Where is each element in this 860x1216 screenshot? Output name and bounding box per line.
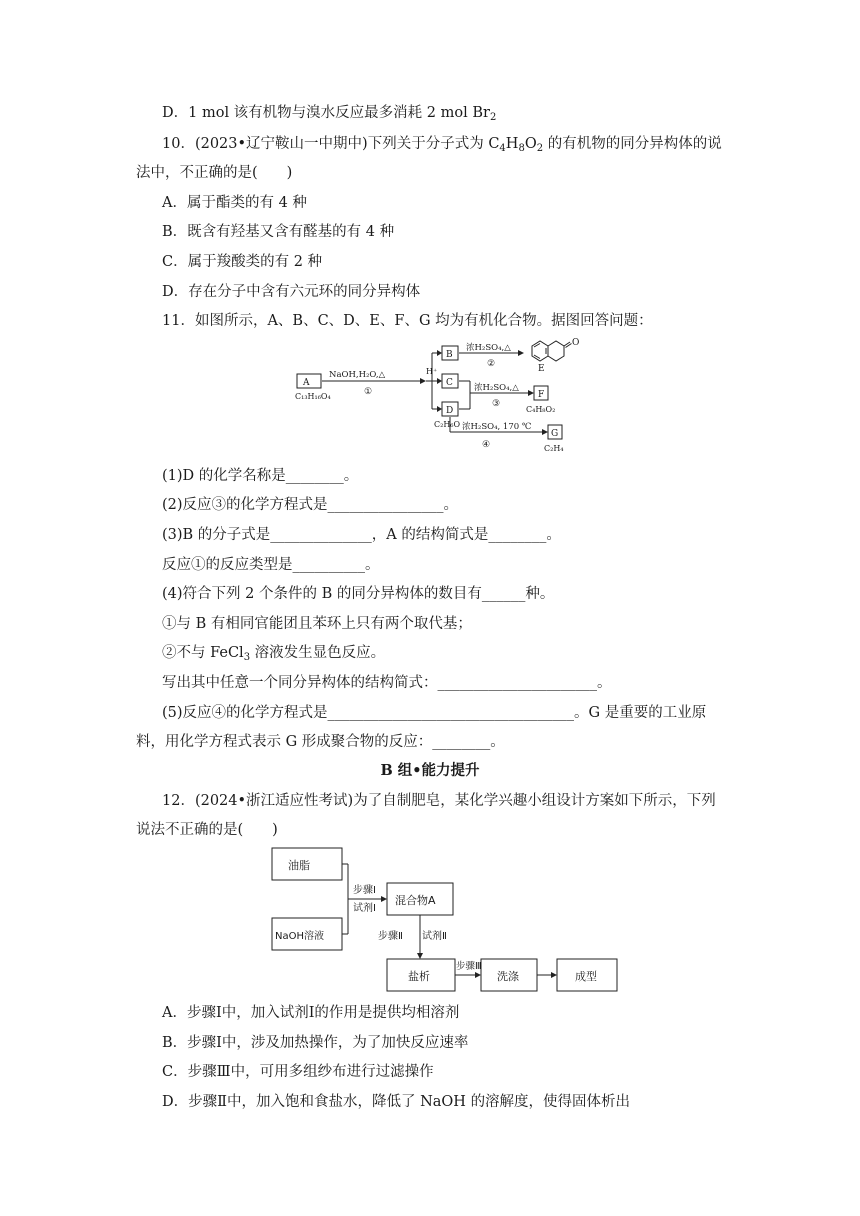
- label-step1: 步骤Ⅰ: [353, 885, 376, 896]
- formula-a: C₁₃H₁₆O₄: [295, 392, 331, 401]
- q12-stem-line2: 说法不正确的是( ): [136, 822, 278, 838]
- label-b: B: [446, 350, 453, 360]
- label-reagent1: 试剂Ⅰ: [353, 903, 376, 914]
- e-carbonyl-o: O: [572, 338, 580, 348]
- label-g: G: [551, 429, 559, 439]
- cond-3: 浓H₂SO₄,△: [474, 383, 519, 393]
- step-4: ④: [482, 440, 491, 450]
- label-naoh: NaOH溶液: [275, 931, 324, 942]
- q11-part3b: 反应①的反应类型是__________。: [162, 557, 380, 573]
- q11-intro: 11．如图所示，A、B、C、D、E、F、G 均为有机化合物。据图回答问题：: [162, 313, 653, 329]
- section-b-heading: B 组•能力提升: [380, 762, 480, 779]
- e-structure: [532, 341, 572, 361]
- q12-option-a: A．步骤Ⅰ中，加入试剂Ⅰ的作用是提供均相溶剂: [162, 1005, 460, 1021]
- q11-part4: (4)符合下列 2 个条件的 B 的同分异构体的数目有______种。: [162, 586, 555, 602]
- q10-stem-line1: 10．(2023•辽宁鞍山一中期中)下列关于分子式为 $C_4H_8O_2$ 的有机物的同分异构体的说: [162, 136, 722, 154]
- step-3: ③: [492, 399, 501, 409]
- cond-1: NaOH,H₂O,△: [329, 370, 386, 380]
- q12-stem-line1: 12．(2024•浙江适应性考试)为了自制肥皂，某化学兴趣小组设计方案如下所示，下列: [162, 793, 716, 809]
- q11-part5b: 料，用化学方程式表示 G 形成聚合物的反应：________。: [136, 734, 505, 750]
- step-1: ①: [364, 387, 373, 397]
- q10-option-a: A．属于酯类的有 4 种: [162, 195, 307, 211]
- label-mixture-a: 混合物A: [395, 894, 436, 907]
- label-c: C: [446, 378, 453, 388]
- q12-option-d: D．步骤Ⅱ中，加入饱和食盐水，降低了 NaOH 的溶解度，使得固体析出: [162, 1094, 631, 1110]
- q12-option-c: C．步骤Ⅲ中，可用多组纱布进行过滤操作: [162, 1064, 434, 1080]
- label-step3: 步骤Ⅲ: [456, 961, 482, 972]
- label-d: D: [446, 406, 454, 416]
- label-salting-out: 盐析: [408, 970, 430, 983]
- q11-reaction-diagram: [292, 336, 612, 464]
- q11-cond2: ②不与 FeCl$_3$ 溶液发生显色反应。: [162, 645, 386, 663]
- h-plus: H⁺: [426, 367, 438, 376]
- q10-option-d: D．存在分子中含有六元环的同分异构体: [162, 284, 421, 300]
- formula-d: C₂H₆O: [434, 420, 461, 429]
- q10-stem-line2: 法中，不正确的是( ): [136, 165, 293, 181]
- q11-part2: (2)反应③的化学方程式是________________。: [162, 497, 459, 513]
- step-2: ②: [487, 359, 496, 369]
- q11-part1: (1)D 的化学名称是________。: [162, 468, 359, 484]
- label-wash: 洗涤: [497, 970, 519, 983]
- q11-part4b: 写出其中任意一个同分异构体的结构简式：______________________。: [162, 675, 612, 691]
- label-oil: 油脂: [288, 859, 310, 872]
- q11-part5: (5)反应④的化学方程式是__________________________________。G 是重要的工业原: [162, 705, 707, 721]
- q9-option-d: D．1 mol 该有机物与溴水反应最多消耗 2 mol $Br_2$: [162, 105, 497, 123]
- q12-flowchart: [268, 846, 648, 994]
- q10-option-c: C．属于羧酸类的有 2 种: [162, 254, 323, 270]
- formula-f: C₄H₈O₂: [526, 405, 556, 414]
- cond-4: 浓H₂SO₄, 170 ℃: [462, 422, 532, 432]
- label-reagent2: 试剂Ⅱ: [422, 931, 447, 942]
- q11-cond1: ①与 B 有相同官能团且苯环上只有两个取代基；: [162, 616, 472, 632]
- cond-2: 浓H₂SO₄,△: [466, 343, 511, 353]
- q12-option-b: B．步骤Ⅰ中，涉及加热操作，为了加快反应速率: [162, 1035, 469, 1051]
- label-mold: 成型: [575, 970, 597, 983]
- label-f: F: [538, 390, 545, 400]
- label-e: E: [538, 364, 545, 374]
- q11-part3: (3)B 的分子式是______________，A 的结构简式是________。: [162, 527, 561, 543]
- q10-option-b: B．既含有羟基又含有醛基的有 4 种: [162, 224, 395, 240]
- formula-g: C₂H₄: [544, 444, 564, 453]
- label-step2: 步骤Ⅱ: [378, 931, 403, 942]
- label-a: A: [303, 378, 310, 388]
